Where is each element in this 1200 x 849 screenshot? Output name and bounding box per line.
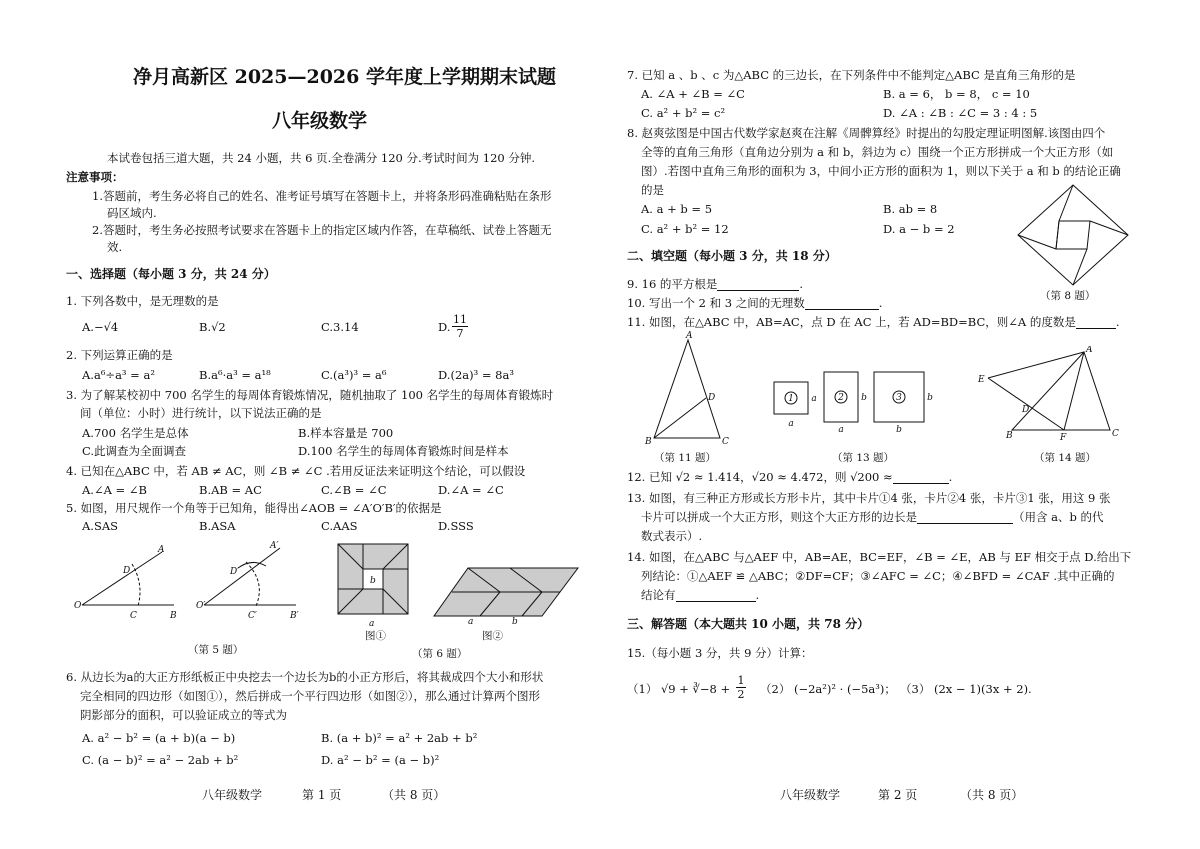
question-13-line-2 bbox=[641, 510, 1104, 524]
question-6-line-3: 阴影部分的面积，可以验证成立的等式为 bbox=[80, 708, 287, 722]
svg-text:b: b bbox=[861, 393, 867, 403]
q14-answer-blank[interactable] bbox=[676, 590, 756, 602]
svg-text:a: a bbox=[838, 425, 844, 432]
svg-text:3: 3 bbox=[896, 393, 902, 403]
svg-text:b: b bbox=[512, 617, 518, 624]
footer-page-total: （共 8 页） bbox=[382, 788, 446, 802]
question-9-text: 9. 16 的平方根是 bbox=[627, 277, 718, 291]
note-1-line-1: 1.答题前，考生务必将自己的姓名、准考证号填写在答题卡上，并将条形码准确粘贴在条形 bbox=[92, 189, 552, 203]
caption-q5: （第 5 题） bbox=[188, 644, 244, 656]
q8-option-b: B. ab = 8 bbox=[883, 202, 938, 216]
caption-q14: （第 14 题） bbox=[1034, 452, 1097, 464]
q12-answer-blank[interactable] bbox=[893, 472, 949, 484]
question-13-text-cont: （用含 a、b 的代 bbox=[1013, 510, 1104, 524]
svg-text:C: C bbox=[722, 437, 729, 447]
caption-q8: （第 8 题） bbox=[1040, 290, 1096, 302]
q6-option-d: D. a² − b² = (a − b)² bbox=[321, 753, 440, 767]
q5-option-c: C.AAS bbox=[321, 519, 358, 533]
svg-text:O′: O′ bbox=[196, 601, 206, 611]
question-13-text: 卡片可以拼成一个大正方形，则这个大正方形的边长是 bbox=[641, 510, 917, 524]
caption-q11: （第 11 题） bbox=[654, 452, 717, 464]
q2-option-d: D.(2a)³ = 8a³ bbox=[438, 368, 514, 382]
footer-subject: 八年级数学 bbox=[202, 788, 263, 802]
question-9: 9. 16 的平方根是 . bbox=[627, 277, 804, 291]
q11-answer-blank[interactable] bbox=[1076, 317, 1116, 329]
q3-option-d: D.100 名学生的每周体育锻炼时间是样本 bbox=[298, 444, 509, 458]
svg-text:E: E bbox=[978, 375, 985, 385]
svg-text:B: B bbox=[645, 437, 652, 447]
exam-title: 净月高新区 2025—2026 学年度上学期期末试题 bbox=[133, 66, 556, 88]
question-12-text: 12. 已知 √2 ≈ 1.414，√20 ≈ 4.472，则 √200 ≈ bbox=[627, 470, 893, 484]
fraction-numerator: 1 bbox=[737, 674, 745, 687]
q15-part-1-fraction bbox=[736, 674, 746, 701]
q1-option-a: A.−√4 bbox=[82, 320, 119, 334]
q4-option-c: C.∠B = ∠C bbox=[321, 483, 387, 497]
svg-text:D′: D′ bbox=[230, 567, 240, 577]
caption-q6: （第 6 题） bbox=[412, 648, 468, 660]
q6-figure-2 bbox=[432, 564, 582, 624]
question-10: 10. 写出一个 2 和 3 之间的无理数 . bbox=[627, 296, 883, 310]
q14-figure bbox=[974, 346, 1120, 442]
svg-text:D: D bbox=[123, 566, 131, 576]
svg-text:1: 1 bbox=[788, 394, 794, 404]
note-2-line-1: 2.答题时，考生务必按照考试要求在答题卡上的指定区域内作答，在草稿纸、试卷上答题无 bbox=[92, 223, 552, 237]
svg-text:a: a bbox=[369, 619, 375, 628]
svg-text:A: A bbox=[1086, 346, 1093, 355]
q5-option-a: A.SAS bbox=[82, 519, 119, 533]
question-13-line-3: 数式表示）. bbox=[641, 529, 703, 543]
q5-option-d: D.SSS bbox=[438, 519, 474, 533]
svg-text:C: C bbox=[1112, 429, 1119, 439]
svg-text:a: a bbox=[468, 617, 474, 624]
question-3-line-2: 间（单位：小时）进行统计，以下说法正确的是 bbox=[80, 406, 322, 420]
svg-text:D: D bbox=[708, 393, 716, 403]
q4-option-d: D.∠A = ∠C bbox=[438, 483, 504, 497]
q7-option-a: A. ∠A + ∠B = ∠C bbox=[641, 87, 745, 101]
q1-option-b: B.√2 bbox=[199, 320, 226, 334]
question-15: 15.（每小题 3 分，共 9 分）计算： bbox=[627, 646, 813, 660]
question-14-text: 结论有 bbox=[641, 588, 676, 602]
q2-option-b: B.a⁶·a³ = a¹⁸ bbox=[199, 368, 271, 382]
q3-option-a: A.700 名学生是总体 bbox=[82, 426, 189, 440]
q4-option-b: B.AB = AC bbox=[199, 483, 262, 497]
question-3-line-1: 3. 为了解某校初中 700 名学生的每周体育锻炼情况，随机抽取了 100 名学生的每周体育锻炼时 bbox=[66, 388, 554, 402]
svg-text:D: D bbox=[1022, 405, 1030, 415]
q6-option-b: B. (a + b)² = a² + 2ab + b² bbox=[321, 731, 478, 745]
footer-page-total: （共 8 页） bbox=[960, 788, 1024, 802]
question-7: 7. 已知 a 、b 、c 为△ABC 的三边长，在下列条件中不能判定△ABC 是直角三角形的是 bbox=[627, 68, 1076, 82]
question-8-line-3: 图）.若图中直角三角形的面积为 3，中间小正方形的面积为 1，则以下关于 a 和 b 的结论正确 bbox=[641, 164, 1121, 178]
question-14-line-3: 结论有 . bbox=[641, 588, 760, 602]
question-8-line-4: 的是 bbox=[641, 183, 664, 197]
q9-answer-blank[interactable] bbox=[717, 279, 799, 291]
q10-answer-blank[interactable] bbox=[805, 298, 879, 310]
svg-text:b: b bbox=[896, 425, 902, 432]
exam-subtitle: 八年级数学 bbox=[272, 110, 368, 132]
svg-text:B: B bbox=[170, 611, 177, 621]
q15-part-2: （2） (−2a²)² · (−5a³)； bbox=[760, 682, 896, 696]
figure-2-label: 图② bbox=[482, 630, 503, 642]
q7-option-d: D. ∠A : ∠B : ∠C = 3 : 4 : 5 bbox=[883, 106, 1038, 120]
question-8-line-2: 全等的直角三角形（直角边分别为 a 和 b，斜边为 c）围绕一个正方形拼成一个大正方形（如 bbox=[641, 145, 1114, 159]
q13-answer-blank[interactable] bbox=[917, 512, 1013, 524]
q3-option-c: C.此调查为全面调查 bbox=[82, 444, 187, 458]
q13-cards-figure bbox=[768, 366, 940, 432]
section-3-heading: 三、解答题（本大题共 10 小题，共 78 分） bbox=[627, 617, 870, 631]
question-6-line-2: 完全相同的四边形（如图①），然后拼成一个平行四边形（如图②），那么通过计算两个图形 bbox=[80, 689, 540, 703]
svg-text:C′: C′ bbox=[248, 611, 257, 621]
q8-option-c: C. a² + b² = 12 bbox=[641, 222, 729, 236]
q1-option-c: C.3.14 bbox=[321, 320, 359, 334]
question-14-line-2: 列结论：①△AEF ≌ △ABC；②DF=CF；③∠AFC = ∠C；④∠BFD = ∠CAF .其中正确的 bbox=[641, 569, 1115, 583]
question-2: 2. 下列运算正确的是 bbox=[66, 348, 173, 362]
q6-option-a: A. a² − b² = (a + b)(a − b) bbox=[82, 731, 236, 745]
note-1-line-2: 码区域内. bbox=[107, 206, 157, 220]
q11-figure bbox=[642, 330, 734, 448]
question-1: 1. 下列各数中，是无理数的是 bbox=[66, 294, 219, 308]
question-14-line-1: 14. 如图，在△ABC 与△AEF 中，AB=AE，BC=EF，∠B = ∠E，AB 与 EF 相交于点 D.给出下 bbox=[627, 550, 1132, 564]
svg-text:b: b bbox=[370, 576, 376, 586]
svg-text:O: O bbox=[74, 601, 82, 611]
exam-intro: 本试卷包括三道大题，共 24 小题，共 6 页.全卷满分 120 分.考试时间为 120 分钟. bbox=[107, 151, 536, 165]
figure-1-label: 图① bbox=[365, 630, 386, 642]
note-2-line-2: 效. bbox=[107, 240, 123, 254]
q7-option-b: B. a = 6， b = 8， c = 10 bbox=[883, 87, 1030, 101]
svg-text:2: 2 bbox=[838, 393, 844, 403]
q8-option-a: A. a + b = 5 bbox=[641, 202, 713, 216]
footer-page-number: 第 1 页 bbox=[302, 788, 342, 802]
question-4: 4. 已知在△ABC 中，若 AB ≠ AC，则 ∠B ≠ ∠C .若用反证法来证明这个结论，可以假设 bbox=[66, 464, 526, 478]
exam-page-2 bbox=[600, 0, 1200, 849]
svg-text:B′: B′ bbox=[290, 611, 299, 621]
svg-text:B: B bbox=[1006, 431, 1013, 441]
section-1-heading: 一、选择题（每小题 3 分，共 24 分） bbox=[66, 267, 276, 281]
question-13-line-1: 13. 如图，有三种正方形或长方形卡片，其中卡片①4 张，卡片②4 张，卡片③1 张，用这 9 张 bbox=[627, 491, 1111, 505]
footer-subject: 八年级数学 bbox=[780, 788, 841, 802]
caption-q13: （第 13 题） bbox=[832, 452, 895, 464]
footer-page-number: 第 2 页 bbox=[878, 788, 918, 802]
svg-text:F: F bbox=[1060, 433, 1067, 442]
question-11-text: 11. 如图，在△ABC 中，AB=AC，点 D 在 AC 上，若 AD=BD=BC，则∠A 的度数是 bbox=[627, 315, 1076, 329]
svg-text:a: a bbox=[811, 394, 817, 404]
q1-option-d-fraction bbox=[452, 313, 468, 340]
q2-option-a: A.a⁶÷a³ = a² bbox=[82, 368, 155, 382]
fraction-denominator: 7 bbox=[456, 327, 464, 340]
q4-option-a: A.∠A = ∠B bbox=[82, 483, 147, 497]
svg-text:C: C bbox=[130, 611, 137, 621]
question-11: 11. 如图，在△ABC 中，AB=AC，点 D 在 AC 上，若 AD=BD=BC，则∠A 的度数是 . bbox=[627, 315, 1120, 329]
svg-text:A′: A′ bbox=[270, 541, 279, 551]
q5-figure bbox=[66, 538, 306, 628]
q8-zhao-shuang-figure bbox=[1014, 183, 1132, 287]
question-8-line-1: 8. 赵爽弦图是中国古代数学家赵爽在注解《周髀算经》时提出的勾股定理证明图解.该图由四个 bbox=[627, 126, 1106, 140]
q6-figure-1 bbox=[336, 542, 416, 628]
question-6-line-1: 6. 从边长为a的大正方形纸板正中央挖去一个边长为b的小正方形后，将其裁成四个大小和形状 bbox=[66, 670, 544, 684]
q2-option-c: C.(a³)³ = a⁶ bbox=[321, 368, 387, 382]
svg-text:a: a bbox=[788, 419, 794, 429]
q8-option-d: D. a − b = 2 bbox=[883, 222, 955, 236]
svg-text:A: A bbox=[686, 331, 693, 341]
q15-part-3: （3） (2x − 1)(3x + 2). bbox=[900, 682, 1032, 696]
notes-title: 注意事项： bbox=[66, 170, 124, 184]
q7-option-c: C. a² + b² = c² bbox=[641, 106, 726, 120]
fraction-numerator: 11 bbox=[453, 313, 467, 326]
question-5: 5. 如图，用尺规作一个角等于已知角，能得出∠AOB = ∠A′O′B′的依据是 bbox=[66, 501, 442, 515]
q15-part-1: （1） √9 + ∛−8 + bbox=[627, 682, 731, 696]
q1-option-d: D. bbox=[438, 320, 451, 334]
question-10-text: 10. 写出一个 2 和 3 之间的无理数 bbox=[627, 296, 805, 310]
svg-text:A: A bbox=[158, 545, 165, 555]
question-12: 12. 已知 √2 ≈ 1.414，√20 ≈ 4.472，则 √200 ≈ . bbox=[627, 470, 953, 484]
q3-option-b: B.样本容量是 700 bbox=[298, 426, 394, 440]
svg-text:b: b bbox=[927, 393, 933, 403]
fraction-denominator: 2 bbox=[737, 688, 745, 701]
q6-option-c: C. (a − b)² = a² − 2ab + b² bbox=[82, 753, 239, 767]
q5-option-b: B.ASA bbox=[199, 519, 236, 533]
section-2-heading: 二、填空题（每小题 3 分，共 18 分） bbox=[627, 249, 837, 263]
